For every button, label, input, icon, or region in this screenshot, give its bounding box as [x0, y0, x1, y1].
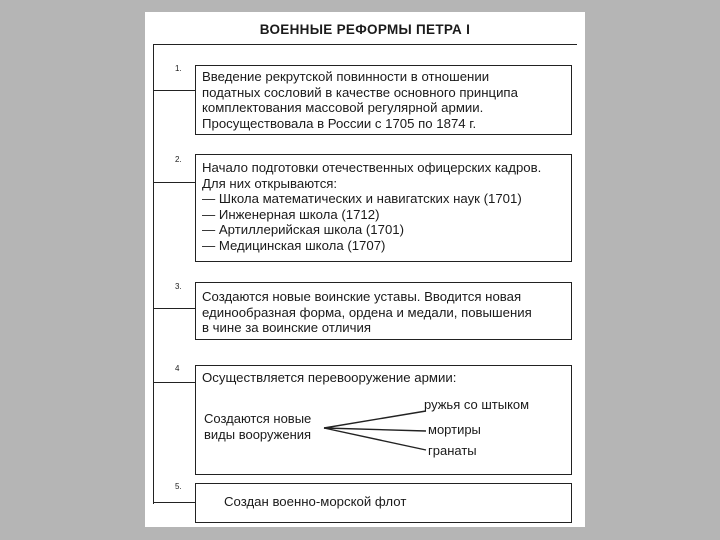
reform-box-5: [195, 483, 572, 523]
reform-line: податных сословий в качестве основного принципа: [202, 84, 518, 100]
branch-item: ружья со штыком: [424, 397, 530, 412]
branch-line-3: [324, 428, 426, 450]
connector-1: [153, 90, 195, 91]
diagram-page: [145, 12, 585, 527]
reform-box-2: [195, 154, 572, 262]
reform-line: — Инженерная школа (1712): [202, 206, 380, 222]
reform-text-1: [202, 69, 567, 131]
reform-number-3: 3.: [175, 282, 182, 291]
reform-text-2: [202, 160, 567, 253]
branch-line-2: [324, 428, 426, 431]
reform-number-2: 2.: [175, 155, 182, 164]
vertical-spine: [153, 44, 154, 504]
reform-line: комплектования массовой регулярной армии.: [202, 100, 484, 115]
branch-line-1: [324, 411, 426, 428]
reform-number-4: 4: [175, 364, 180, 373]
reform-line: Создаются новые воинские уставы. Вводится новая: [202, 289, 522, 304]
reform-line: Просуществовала в России с 1705 по 1874 г.: [202, 115, 477, 131]
reform-box-4: [195, 365, 572, 475]
reform-number-1: 1.: [175, 64, 182, 73]
branch-item: мортиры: [428, 422, 481, 437]
reform-line: единообразная форма, ордена и медали, повышения: [202, 304, 532, 320]
branch-item: гранаты: [428, 443, 477, 458]
reform-number-5: 5.: [175, 482, 182, 491]
reform-line: — Артиллерийская школа (1701): [202, 222, 405, 237]
reform-box-3: [195, 282, 572, 340]
reform-line: в чине за воинские отличия: [202, 320, 372, 335]
reform-line: Введение рекрутской повинности в отношении: [202, 69, 490, 84]
reform-line: Начало подготовки отечественных офицерских кадров.: [202, 160, 542, 175]
reform-text-5: [224, 494, 567, 510]
reform-heading-4: Осуществляется перевооружение армии:: [202, 370, 457, 385]
page-title: ВОЕННЫЕ РЕФОРМЫ ПЕТРА I: [259, 22, 471, 37]
connector-5: [153, 502, 195, 503]
branch-source-line: Создаются новые: [204, 411, 312, 426]
connector-3: [153, 308, 195, 309]
reform-line: — Школа математических и навигатских наук (1701): [202, 191, 522, 206]
connector-4: [153, 382, 195, 383]
reform-line: Создан военно-морской флот: [224, 494, 407, 509]
top-rule: [153, 44, 577, 45]
reform-box-1: [195, 65, 572, 135]
reform-line: Для них открываются:: [202, 175, 338, 191]
connector-2: [153, 182, 195, 183]
reform-line: — Медицинская школа (1707): [202, 237, 386, 253]
reform-text-3: [202, 289, 567, 336]
branch-source-line: виды вооружения: [204, 427, 312, 442]
